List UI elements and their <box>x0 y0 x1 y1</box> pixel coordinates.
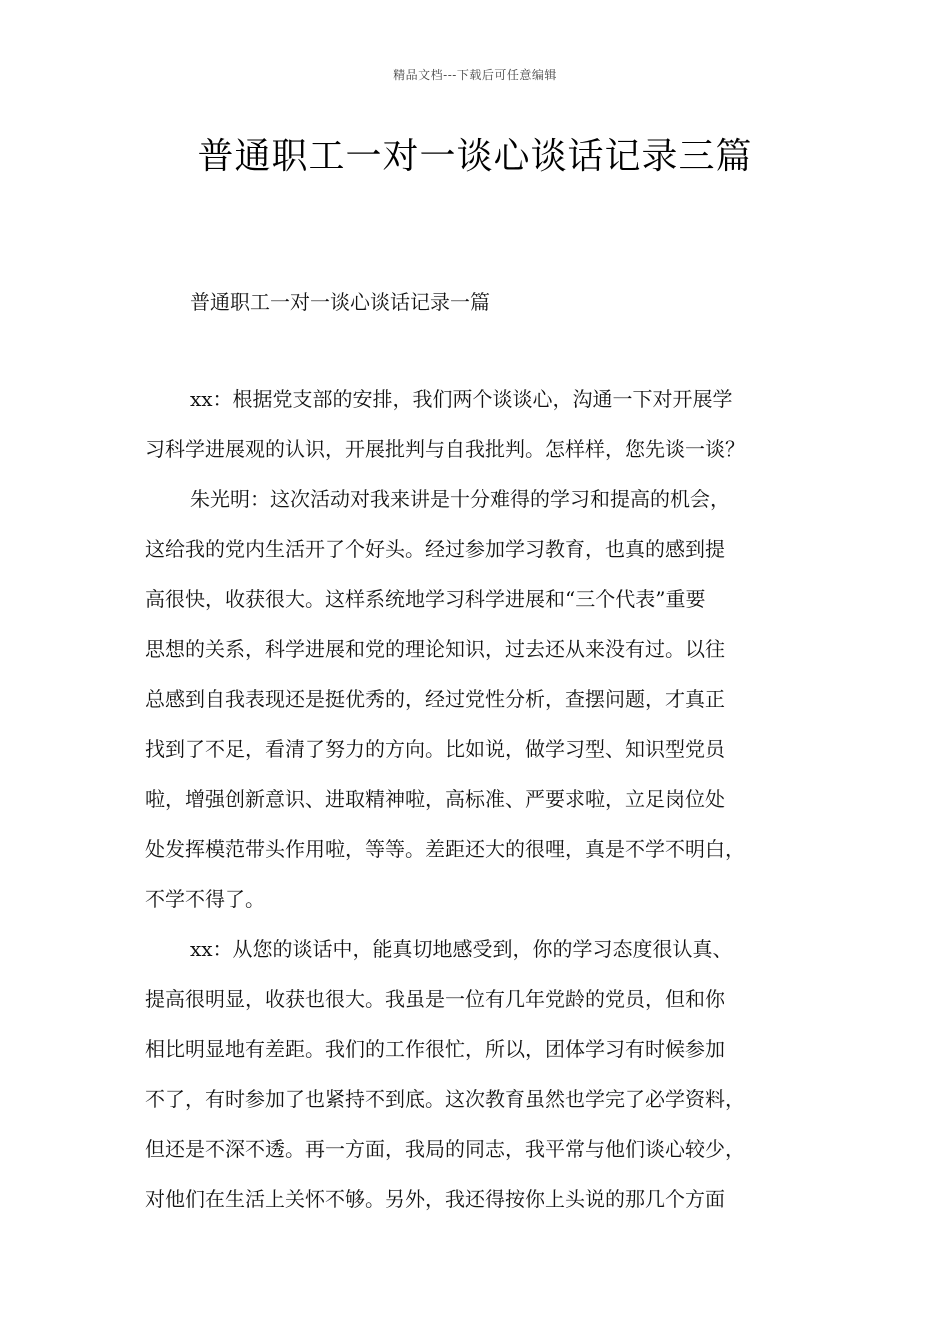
paragraph-line: 这给我的党内生活开了个好头。经过参加学习教育，也真的感到提 <box>145 537 725 561</box>
paragraph-line: 相比明显地有差距。我们的工作很忙，所以，团体学习有时候参加 <box>145 1037 725 1061</box>
header-note: 精品文档---下载后可任意编辑 <box>393 68 557 82</box>
paragraph-line: 高很快，收获很大。这样系统地学习科学进展和“三个代表”重要 <box>145 587 706 611</box>
paragraph-line: xx：根据党支部的安排，我们两个谈谈心，沟通一下对开展学 <box>190 387 733 411</box>
paragraph-line: 不学不得了。 <box>145 887 265 911</box>
paragraph-line: 处发挥模范带头作用啦，等等。差距还大的很哩，真是不学不明白， <box>145 837 745 861</box>
section-title: 普通职工一对一谈心谈话记录一篇 <box>190 290 490 314</box>
body-text <box>145 384 825 1234</box>
paragraph-line: 找到了不足，看清了努力的方向。比如说，做学习型、知识型党员 <box>145 737 725 761</box>
paragraph-line: xx：从您的谈话中，能真切地感受到，你的学习态度很认真、 <box>190 937 733 961</box>
paragraph-line: 朱光明：这次活动对我来讲是十分难得的学习和提高的机会， <box>190 487 730 511</box>
paragraph-line: 但还是不深不透。再一方面，我局的同志，我平常与他们谈心较少， <box>145 1137 745 1161</box>
paragraph-line: 习科学进展观的认识，开展批判与自我批判。怎样样，您先谈一谈？ <box>145 437 745 461</box>
paragraph-line: 提高很明显，收获也很大。我虽是一位有几年党龄的党员，但和你 <box>145 987 725 1011</box>
paragraph-line: 不了，有时参加了也紧持不到底。这次教育虽然也学完了必学资料， <box>145 1087 745 1111</box>
paragraph-line: 总感到自我表现还是挺优秀的，经过党性分析，查摆问题，才真正 <box>145 687 725 711</box>
paragraph-line: 思想的关系，科学进展和党的理论知识，过去还从来没有过。以往 <box>145 637 725 661</box>
document-title: 普通职工一对一谈心谈话记录三篇 <box>197 136 753 177</box>
paragraph-line: 对他们在生活上关怀不够。另外，我还得按你上头说的那几个方面 <box>145 1187 725 1211</box>
paragraph-line: 啦，增强创新意识、进取精神啦，高标准、严要求啦，立足岗位处 <box>145 787 725 811</box>
